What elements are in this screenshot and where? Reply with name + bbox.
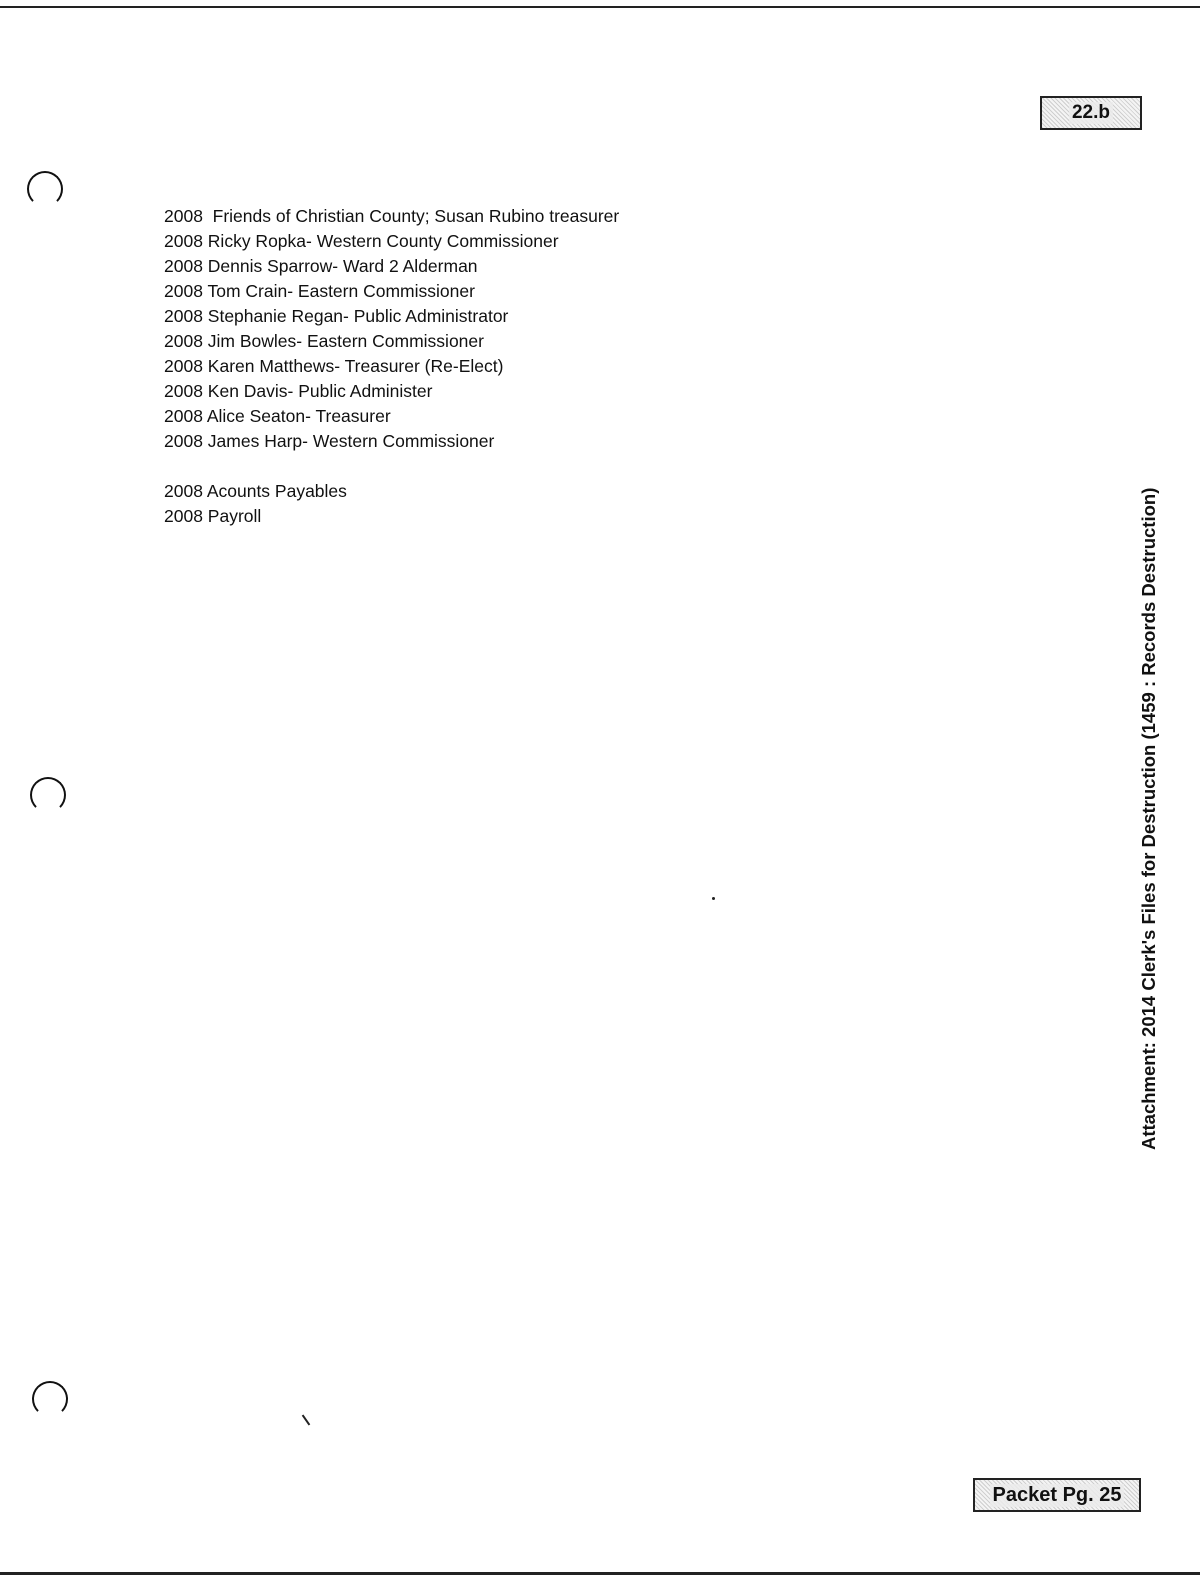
financial-records-list [164, 479, 347, 529]
list-item: 2008 Dennis Sparrow- Ward 2 Alderman [164, 256, 478, 276]
scan-speck [712, 897, 715, 900]
agenda-item-label: 22.b [1069, 102, 1113, 124]
list-item: 2008 Payroll [164, 506, 262, 526]
top-border-line [0, 6, 1200, 8]
bottom-border-line [0, 1572, 1200, 1575]
agenda-item-stamp [1040, 96, 1142, 130]
binder-hole-top [27, 171, 63, 207]
packet-page-stamp [973, 1478, 1141, 1512]
list-item: 2008 Ricky Ropka- Western County Commissioner [164, 231, 559, 251]
list-item: 2008 James Harp- Western Commissioner [164, 431, 495, 451]
list-item: 2008 Ken Davis- Public Administer [164, 381, 433, 401]
list-item: 2008 Friends of Christian County; Susan Rubino treasurer [164, 206, 620, 226]
binder-hole-bottom [32, 1381, 68, 1417]
binder-hole-middle [30, 777, 66, 813]
campaign-records-list [164, 204, 619, 454]
list-item: 2008 Jim Bowles- Eastern Commissioner [164, 331, 484, 351]
packet-page-label: Packet Pg. 25 [990, 1484, 1125, 1507]
list-item: 2008 Stephanie Regan- Public Administrator [164, 306, 509, 326]
scan-mark [302, 1415, 311, 1426]
attachment-caption: Attachment: 2014 Clerk's Files for Destruction (1459 : Records Destruction) [1138, 487, 1159, 1150]
list-item: 2008 Alice Seaton- Treasurer [164, 406, 391, 426]
list-item: 2008 Karen Matthews- Treasurer (Re-Elect) [164, 356, 504, 376]
list-item: 2008 Tom Crain- Eastern Commissioner [164, 281, 475, 301]
list-item: 2008 Acounts Payables [164, 481, 347, 501]
